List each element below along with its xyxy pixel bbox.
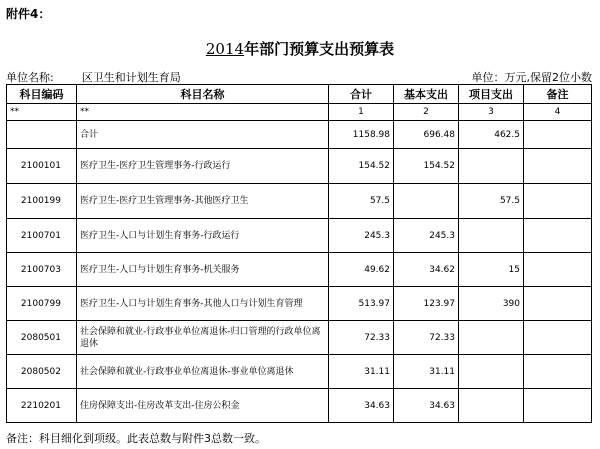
index-cell: ** <box>77 104 329 121</box>
table-row <box>7 184 592 219</box>
table-row <box>7 287 592 321</box>
footnote: 备注：科目细化到项级。此表总数与附件3总数一致。 <box>6 432 266 445</box>
cell-name: 社会保障和就业-行政事业单位离退休-事业单位离退休 <box>77 355 329 389</box>
table-row <box>7 389 592 423</box>
cell-project: 57.5 <box>459 184 524 219</box>
cell-project: 390 <box>459 287 524 321</box>
cell-note <box>524 253 592 287</box>
table-row <box>7 149 592 184</box>
cell-code: 2210201 <box>7 389 77 423</box>
cell-code <box>7 121 77 149</box>
total-row <box>7 121 592 149</box>
cell-project <box>459 149 524 184</box>
cell-name: 合计 <box>77 121 329 149</box>
cell-name: 医疗卫生-人口与计划生育事务-行政运行 <box>77 219 329 253</box>
cell-total: 57.5 <box>329 184 394 219</box>
col-header-basic: 基本支出 <box>394 85 459 104</box>
index-cell: 3 <box>459 104 524 121</box>
col-header-code: 科目编码 <box>7 85 77 104</box>
cell-note <box>524 219 592 253</box>
cell-total: 513.97 <box>329 287 394 321</box>
cell-total: 245.3 <box>329 219 394 253</box>
col-header-project: 项目支出 <box>459 85 524 104</box>
cell-project <box>459 389 524 423</box>
cell-note <box>524 389 592 423</box>
cell-basic: 154.52 <box>394 149 459 184</box>
col-header-total: 合计 <box>329 85 394 104</box>
page-title <box>0 38 600 59</box>
unit-note: 单位：万元,保留2位小数 <box>471 71 592 84</box>
title-text: 年部门预算支出预算表 <box>244 40 395 58</box>
cell-basic: 245.3 <box>394 219 459 253</box>
table-row <box>7 321 592 355</box>
cell-total: 1158.98 <box>329 121 394 149</box>
cell-name: 医疗卫生-人口与计划生育事务-其他人口与计划生育管理 <box>77 287 329 321</box>
cell-basic: 696.48 <box>394 121 459 149</box>
cell-code: 2080502 <box>7 355 77 389</box>
index-cell: ** <box>7 104 77 121</box>
cell-note <box>524 355 592 389</box>
unit-label: 单位名称: <box>6 71 54 84</box>
cell-basic: 72.33 <box>394 321 459 355</box>
table-row <box>7 355 592 389</box>
cell-basic <box>394 184 459 219</box>
col-header-name: 科目名称 <box>77 85 329 104</box>
cell-code: 2100703 <box>7 253 77 287</box>
table-row <box>7 253 592 287</box>
col-header-note: 备注 <box>524 85 592 104</box>
cell-basic: 34.62 <box>394 253 459 287</box>
unit-name: 区卫生和计划生育局 <box>81 71 181 84</box>
cell-note <box>524 184 592 219</box>
cell-project: 462.5 <box>459 121 524 149</box>
index-cell: 2 <box>394 104 459 121</box>
cell-code: 2080501 <box>7 321 77 355</box>
cell-basic: 31.11 <box>394 355 459 389</box>
cell-name: 医疗卫生-人口与计划生育事务-机关服务 <box>77 253 329 287</box>
budget-table <box>6 84 592 423</box>
cell-project <box>459 355 524 389</box>
cell-total: 34.63 <box>329 389 394 423</box>
cell-code: 2100701 <box>7 219 77 253</box>
cell-total: 72.33 <box>329 321 394 355</box>
cell-name: 住房保障支出-住房改革支出-住房公积金 <box>77 389 329 423</box>
cell-total: 31.11 <box>329 355 394 389</box>
cell-code: 2100101 <box>7 149 77 184</box>
unit-info <box>6 69 181 85</box>
index-cell: 4 <box>524 104 592 121</box>
cell-project <box>459 321 524 355</box>
cell-basic: 34.63 <box>394 389 459 423</box>
cell-note <box>524 321 592 355</box>
cell-note <box>524 149 592 184</box>
index-cell: 1 <box>329 104 394 121</box>
cell-basic: 123.97 <box>394 287 459 321</box>
cell-name: 医疗卫生-医疗卫生管理事务-其他医疗卫生 <box>77 184 329 219</box>
cell-total: 49.62 <box>329 253 394 287</box>
cell-code: 2100799 <box>7 287 77 321</box>
cell-total: 154.52 <box>329 149 394 184</box>
cell-name: 医疗卫生-医疗卫生管理事务-行政运行 <box>77 149 329 184</box>
cell-project: 15 <box>459 253 524 287</box>
title-year: 2014 <box>205 40 245 58</box>
header-row <box>7 85 592 104</box>
cell-code: 2100199 <box>7 184 77 219</box>
cell-note <box>524 121 592 149</box>
cell-project <box>459 219 524 253</box>
table-row <box>7 219 592 253</box>
cell-note <box>524 287 592 321</box>
cell-name: 社会保障和就业-行政事业单位离退休-归口管理的行政单位离退休 <box>77 321 329 355</box>
index-row <box>7 104 592 121</box>
attachment-label: 附件4： <box>6 7 51 21</box>
